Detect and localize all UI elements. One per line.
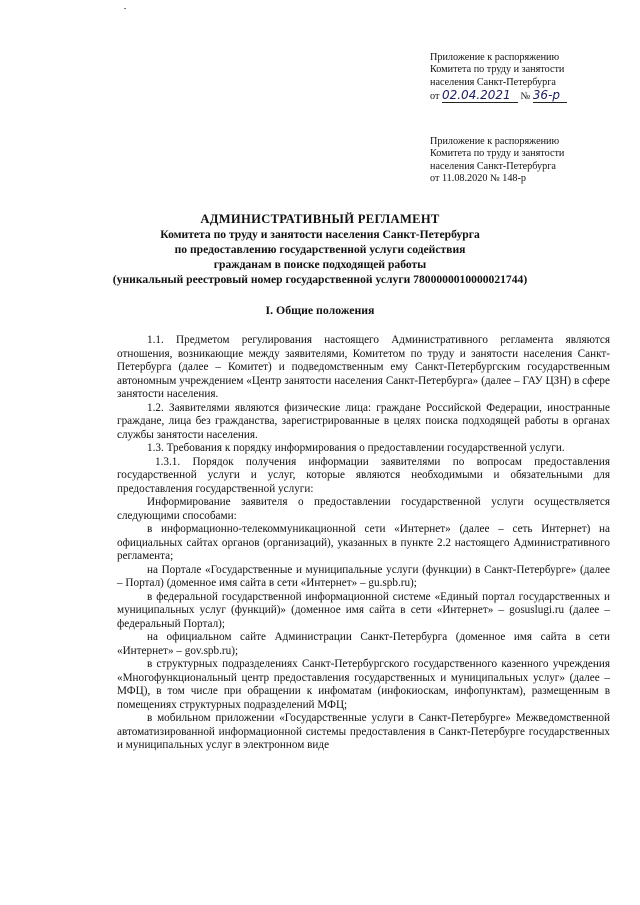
handwritten-date: 02.04.2021 — [442, 89, 518, 102]
paragraph: в мобильном приложении «Государственные услуги в Санкт-Петербурге» Межведомственной автоматизированной информационной системы предоставления в Санкт-Петербурге государственных и муниципальных услуг в электронном виде — [117, 712, 610, 751]
stamp-line: Комитета по труду и занятости — [430, 64, 565, 76]
paragraph: 1.1. Предметом регулирования настоящего Административного регламента являются отношения, возникающие между заявителями, Комитетом по труду и занятости населения Санкт-Петербурга (далее – Комитет) и подведомственным ему Санкт-Петербургским государственным автономным учреждением «Центр занятости населения Санкт-Петербурга» (далее – ГАУ ЦЗН) в сфере занятости населения. — [117, 334, 610, 400]
title-line: Комитета по труду и занятости населения Санкт-Петербурга — [160, 228, 480, 241]
paragraph: в информационно-телекоммуникационной сети «Интернет» (далее – сеть Интернет) на официальных сайтах органов (организаций), указанных в пункте 2.2 настоящего Административного регламента; — [117, 523, 610, 562]
title-line: гражданам в поиске подходящей работы — [213, 258, 427, 271]
number-prefix: № — [520, 91, 531, 103]
paragraph: на Портале «Государственные и муниципальные услуги (функции) в Санкт-Петербурге» (далее – Портал) (доменное имя сайта в сети «Интернет» – gu.spb.ru); — [117, 563, 610, 589]
document-title — [0, 212, 640, 287]
stamp-line: населения Санкт-Петербурга — [430, 160, 556, 172]
approval-stamp-previous — [430, 136, 610, 186]
stamp-line: от 11.08.2020 № 148-р — [430, 173, 527, 185]
section-heading: I. Общие положения — [265, 303, 375, 317]
title-line: (уникальный реестровый номер государственной услуги 7800000010000021744) — [112, 273, 528, 286]
title-main: АДМИНИСТРАТИВНЫЙ РЕГЛАМЕНТ — [200, 212, 440, 226]
stamp-line: населения Санкт-Петербурга — [430, 76, 556, 88]
paragraph: 1.3. Требования к порядку информирования о предоставлении государственной услуги. — [147, 442, 565, 454]
title-line: по предоставлению государственной услуги содействия — [174, 243, 466, 256]
approval-stamp-current — [430, 52, 610, 104]
stamp-line: Приложение к распоряжению — [430, 52, 560, 63]
handwritten-number: 36-р — [533, 89, 567, 102]
stamp-date-line — [430, 89, 610, 103]
paragraph: Информирование заявителя о предоставлении государственной услуги осуществляется следующими способами: — [117, 496, 610, 522]
stamp-line: Приложение к распоряжению — [430, 136, 560, 147]
paragraph: в федеральной государственной информационной системе «Единый портал государственных и муниципальных услуг (функций)» (доменное имя сайта в сети «Интернет» – gosuslugi.ru (далее – федеральный Портал); — [117, 590, 610, 630]
date-prefix: от — [430, 91, 440, 103]
paragraph: в структурных подразделениях Санкт-Петербургского государственного казенного учреждения «Многофункциональный центр предоставления государственных и муниципальных услуг» (далее – МФЦ), в том числе при обращении к инфоматам (инфокиоскам, инфопунктам), размещенным в помещениях структурных подразделений МФЦ; — [117, 658, 610, 711]
paragraph: 1.2. Заявителями являются физические лица: граждане Российской Федерации, иностранные граждане, лица без гражданства, зарегистрированные в целях поиска подходящей работы в органах службы занятости населения. — [117, 401, 610, 441]
paragraph: 1.3.1. Порядок получения информации заявителями по вопросам предоставления государственной услуги и услуг, которые являются необходимыми и обязательными для предоставления государственной услуги: — [117, 455, 610, 495]
paragraph: на официальном сайте Администрации Санкт-Петербурга (доменное имя сайта в сети «Интернет» – gov.spb.ru); — [117, 631, 610, 657]
scan-speck — [124, 8, 126, 9]
stamp-line: Комитета по труду и занятости — [430, 148, 565, 160]
document-body — [117, 334, 610, 753]
